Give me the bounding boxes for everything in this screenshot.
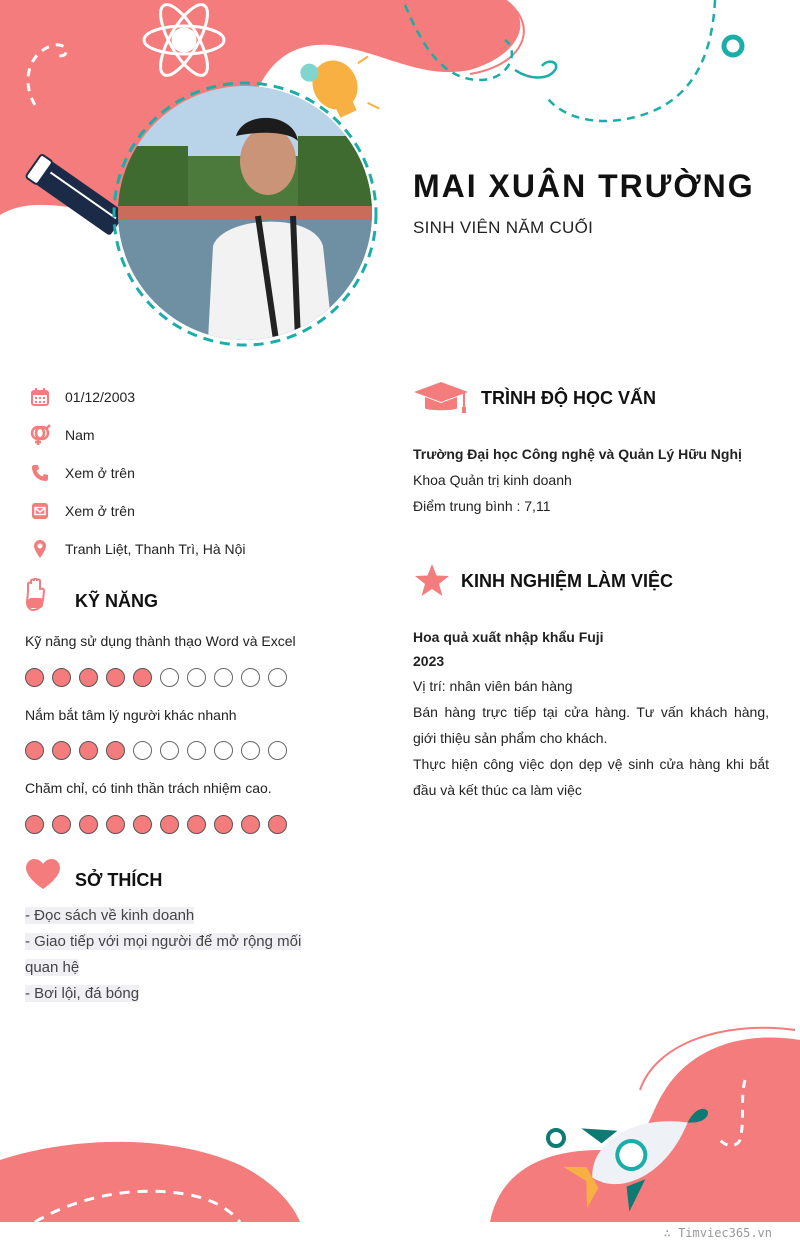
rating-dot-empty [187,741,206,760]
experience-description: Bán hàng trực tiếp tại cửa hàng. Tư vấn khách hàng, giới thiệu sản phẩm cho khách. [413,704,769,746]
rating-dot-filled [133,668,152,687]
rating-dot-filled [214,815,233,834]
rating-dot-filled [52,815,71,834]
rating-dot-filled [79,668,98,687]
rating-dot-empty [187,668,206,687]
rating-dot-empty [241,668,260,687]
education-faculty: Khoa Quản trị kinh doanh [413,472,572,488]
candidate-name: MAI XUÂN TRƯỜNG [413,168,755,204]
hobbies-list [25,903,325,1007]
skill-rating [25,815,287,834]
skill-rating [25,668,287,687]
rating-dot-filled [52,741,71,760]
skill-label: Chăm chỉ, có tinh thần trách nhiệm cao. [25,780,272,796]
rating-dot-filled [268,815,287,834]
experience-title: KINH NGHIỆM LÀM VIỆC [461,571,674,591]
rating-dot-filled [106,668,125,687]
watermark: ∴ Timviec365.vn [663,1226,772,1240]
email-text: Xem ở trên [65,503,135,519]
gender-text: Nam [65,427,95,443]
hobby-item: - Đọc sách về kinh doanh [25,907,195,924]
experience-company: Hoa quả xuất nhập khẩu Fuji [413,629,604,645]
graduation-cap-icon [413,380,469,419]
rating-dot-empty [214,741,233,760]
rating-dot-filled [25,668,44,687]
email-icon [28,499,52,523]
phone-icon [28,461,52,485]
rating-dot-filled [25,741,44,760]
location-icon [28,537,52,561]
contact-address [28,537,246,561]
contact-phone [28,461,135,485]
rating-dot-empty [160,741,179,760]
rating-dot-filled [52,668,71,687]
hand-icon [24,578,48,617]
skills-title: KỸ NĂNG [75,591,159,611]
rating-dot-empty [268,741,287,760]
experience-description: Thực hiện công việc dọn dẹp vệ sinh cửa hàng khi bắt đầu và kết thúc ca làm việc [413,756,769,798]
experience-position: Vị trí: nhân viên bán hàng [413,678,573,694]
rating-dot-filled [79,815,98,834]
hobby-item: - Bơi lội, đá bóng [25,985,140,1002]
star-icon [414,563,450,602]
skill-label: Kỹ năng sử dụng thành thạo Word và Excel [25,633,296,649]
heart-icon [25,858,61,895]
rating-dot-filled [241,815,260,834]
rating-dot-filled [25,815,44,834]
gender-icon [28,423,52,447]
rating-dot-filled [160,815,179,834]
rating-dot-filled [106,741,125,760]
hobbies-title: SỞ THÍCH [75,870,163,890]
profile-photo [118,86,372,340]
skill-label: Nắm bắt tâm lý người khác nhanh [25,707,237,723]
experience-year: 2023 [413,653,445,669]
skill-rating [25,741,287,760]
rating-dot-filled [106,815,125,834]
address-text: Tranh Liệt, Thanh Trì, Hà Nội [65,541,246,557]
rating-dot-empty [241,741,260,760]
contact-birthdate [28,385,136,409]
phone-text: Xem ở trên [65,465,135,481]
rating-dot-empty [268,668,287,687]
rating-dot-filled [187,815,206,834]
contact-email [28,499,135,523]
education-title: TRÌNH ĐỘ HỌC VẤN [481,388,656,408]
candidate-title: SINH VIÊN NĂM CUỐI [413,218,594,237]
education-school: Trường Đại học Công nghệ và Quản Lý Hữu Nghị [413,446,742,462]
rating-dot-empty [133,741,152,760]
rating-dot-empty [214,668,233,687]
rating-dot-filled [133,815,152,834]
calendar-icon [28,385,52,409]
contact-gender [28,423,95,447]
rating-dot-filled [79,741,98,760]
hobby-item: - Giao tiếp với mọi người để mở rộng mối quan hệ [25,933,302,976]
birthdate-text: 01/12/2003 [65,389,136,405]
rating-dot-empty [160,668,179,687]
education-gpa: Điểm trung bình : 7,11 [413,498,551,514]
